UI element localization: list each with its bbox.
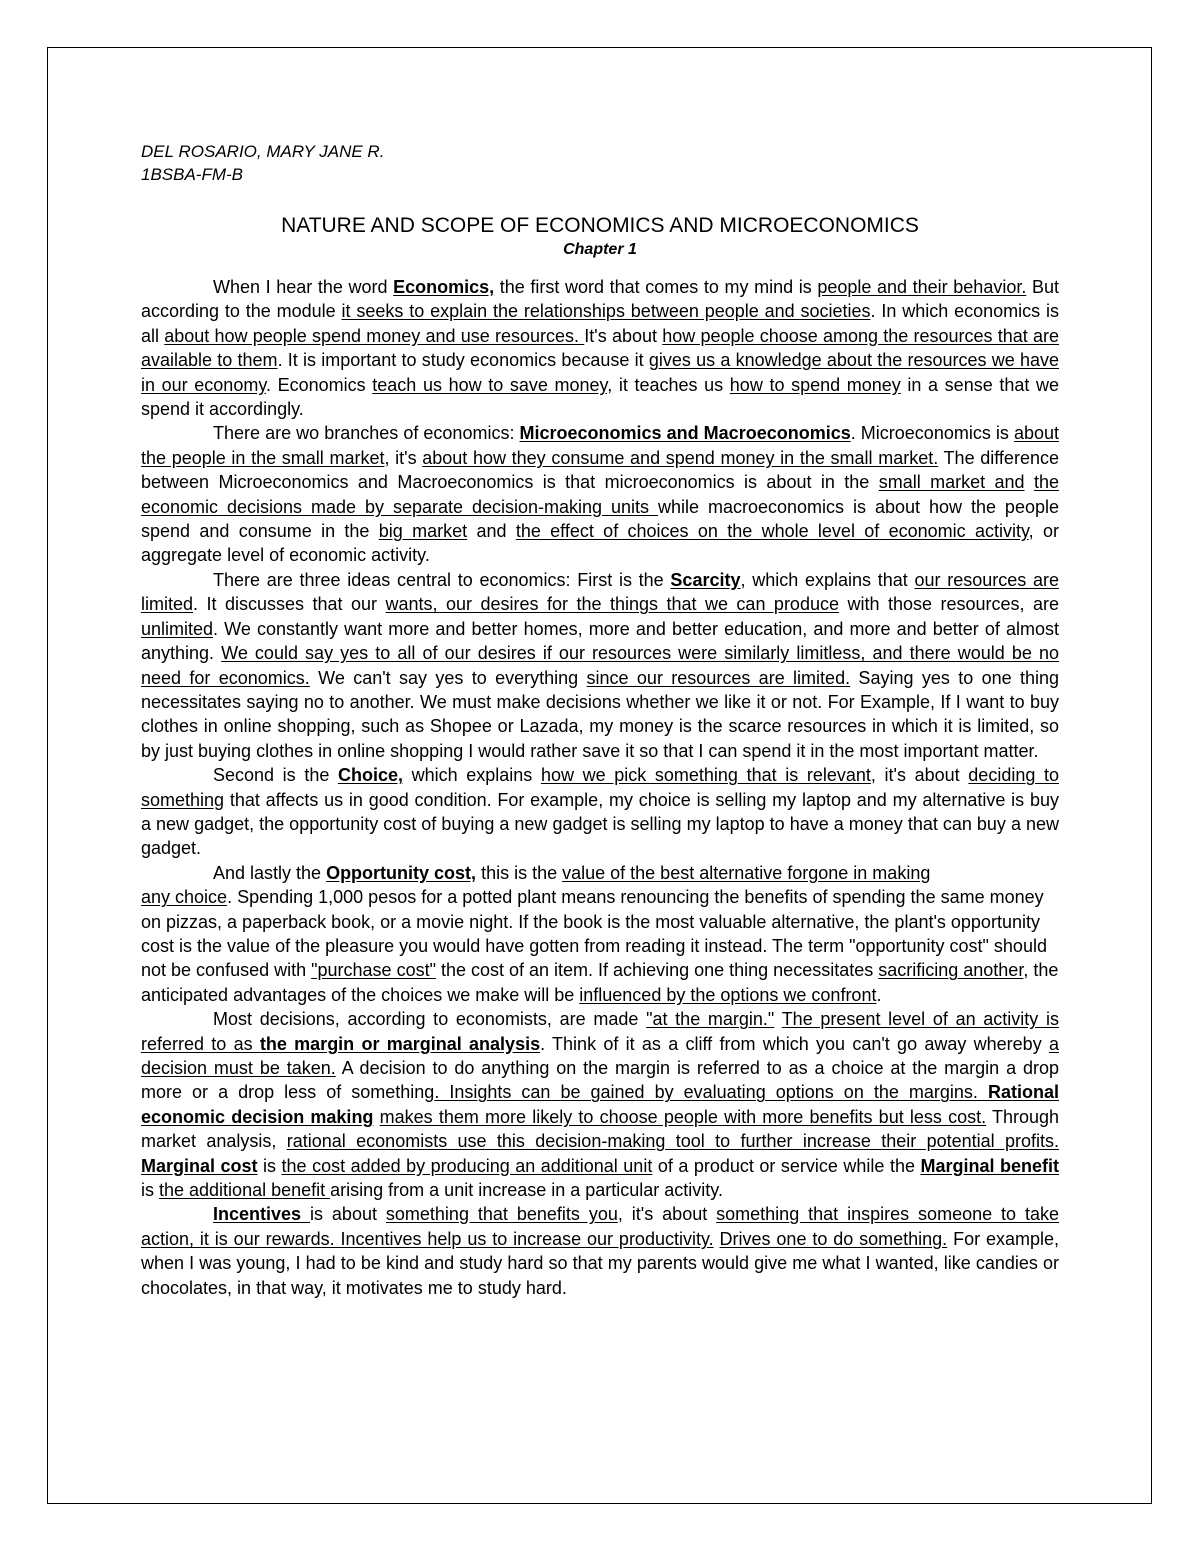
document-body — [141, 275, 1059, 1300]
paragraph-scarcity: There are three ideas central to economics: First is the Scarcity, which explains that our resources are limited. It discusses that our wants, our desires for the things that we can produce with those resources, are unlimited. We constantly want more and better homes, more and better education, and more and better of almost anything. We could say yes to all of our desires if our resources were similarly limitless, and there would be no need for economics. We can't say yes to everything since our resources are limited. Saying yes to one thing necessitates saying no to another. We must make decisions whether we like it or not. For Example, If I want to buy clothes in online shopping, such as Shopee or Lazada, my money is the scarce resources in which it is limited, so by just buying clothes in online shopping I would rather save it so that I can spend it in the most important matter. — [141, 569, 1059, 761]
paragraph-incentives: Incentives is about something that benefits you, it's about something that inspires someone to take action, it is our rewards. Incentives help us to increase our productivity. Drives one to do something. For example, when I was young, I had to be kind and study hard so that my parents would give me what I wanted, like candies or chocolates, in that way, it motivates me to study hard. — [141, 1204, 1060, 1298]
paragraph-margin: Most decisions, according to economists, are made "at the margin." The present level of an activity is referred to as the margin or marginal analysis. Think of it as a cliff from which you can't go away whereby a decision must be taken. A decision to do anything on the margin is referred to as a choice at the margin a drop more or a drop less of something. Insights can be gained by evaluating options on the margins. Rational economic decision making makes them more likely to choose people with more benefits but less cost. Through market analysis, rational economists use this decision-making tool to further increase their potential profits. Marginal cost is the cost added by producing an additional unit of a product or service while the Marginal benefit is the additional benefit arising from a unit increase in a particular activity. — [141, 1009, 1060, 1201]
author-name: DEL ROSARIO, MARY JANE R. — [141, 142, 385, 161]
paragraph-choice: Second is the Choice, which explains how we pick something that is relevant, it's about deciding to something that affects us in good condition. For example, my choice is selling my laptop and my alternative is buy a new gadget, the opportunity cost of buying a new gadget is selling my laptop to have a money that can buy a new gadget. — [141, 765, 1059, 859]
document-content — [141, 140, 1059, 1300]
paragraph-opportunity-cost: And lastly the Opportunity cost, this is the value of the best alternative forgone in making any choice. Spending 1,000 pesos for a potted plant means renouncing the benefits of spending the same money on pizzas, a paperback book, or a movie night. If the book is the most valuable alternative, the plant's opportunity cost is the value of the pleasure you would have gotten from reading it instead. The term "opportunity cost" should not be confused with "purchase cost" the cost of an item. If achieving one thing necessitates sacrificing another, the anticipated advantages of the choices we make will be influenced by the options we confront. — [141, 862, 1059, 1005]
chapter-label: Chapter 1 — [563, 241, 637, 258]
section-code: 1BSBA-FM-B — [141, 165, 244, 184]
paragraph-branches: There are wo branches of economics: Microeconomics and Macroeconomics. Microeconomics is about the people in the small market, it's about how they consume and spend money in the small market. The difference between Microeconomics and Macroeconomics is that microeconomics is about in the small market and the economic decisions made by separate decision-making units while macroeconomics is about how the people spend and consume in the big market and the effect of choices on the whole level of economic activity, or aggregate level of economic activity. — [141, 423, 1059, 566]
paragraph-economics: When I hear the word Economics, the first word that comes to my mind is people and their behavior. But according to the module it seeks to explain the relationships between people and societies. In which economics is all about how people spend money and use resources. It's about how people choose among the resources that are available to them. It is important to study economics because it gives us a knowledge about the resources we have in our economy. Economics teach us how to save money, it teaches us how to spend money in a sense that we spend it accordingly. — [141, 277, 1060, 420]
document-title: NATURE AND SCOPE OF ECONOMICS AND MICROECONOMICS — [281, 214, 919, 237]
